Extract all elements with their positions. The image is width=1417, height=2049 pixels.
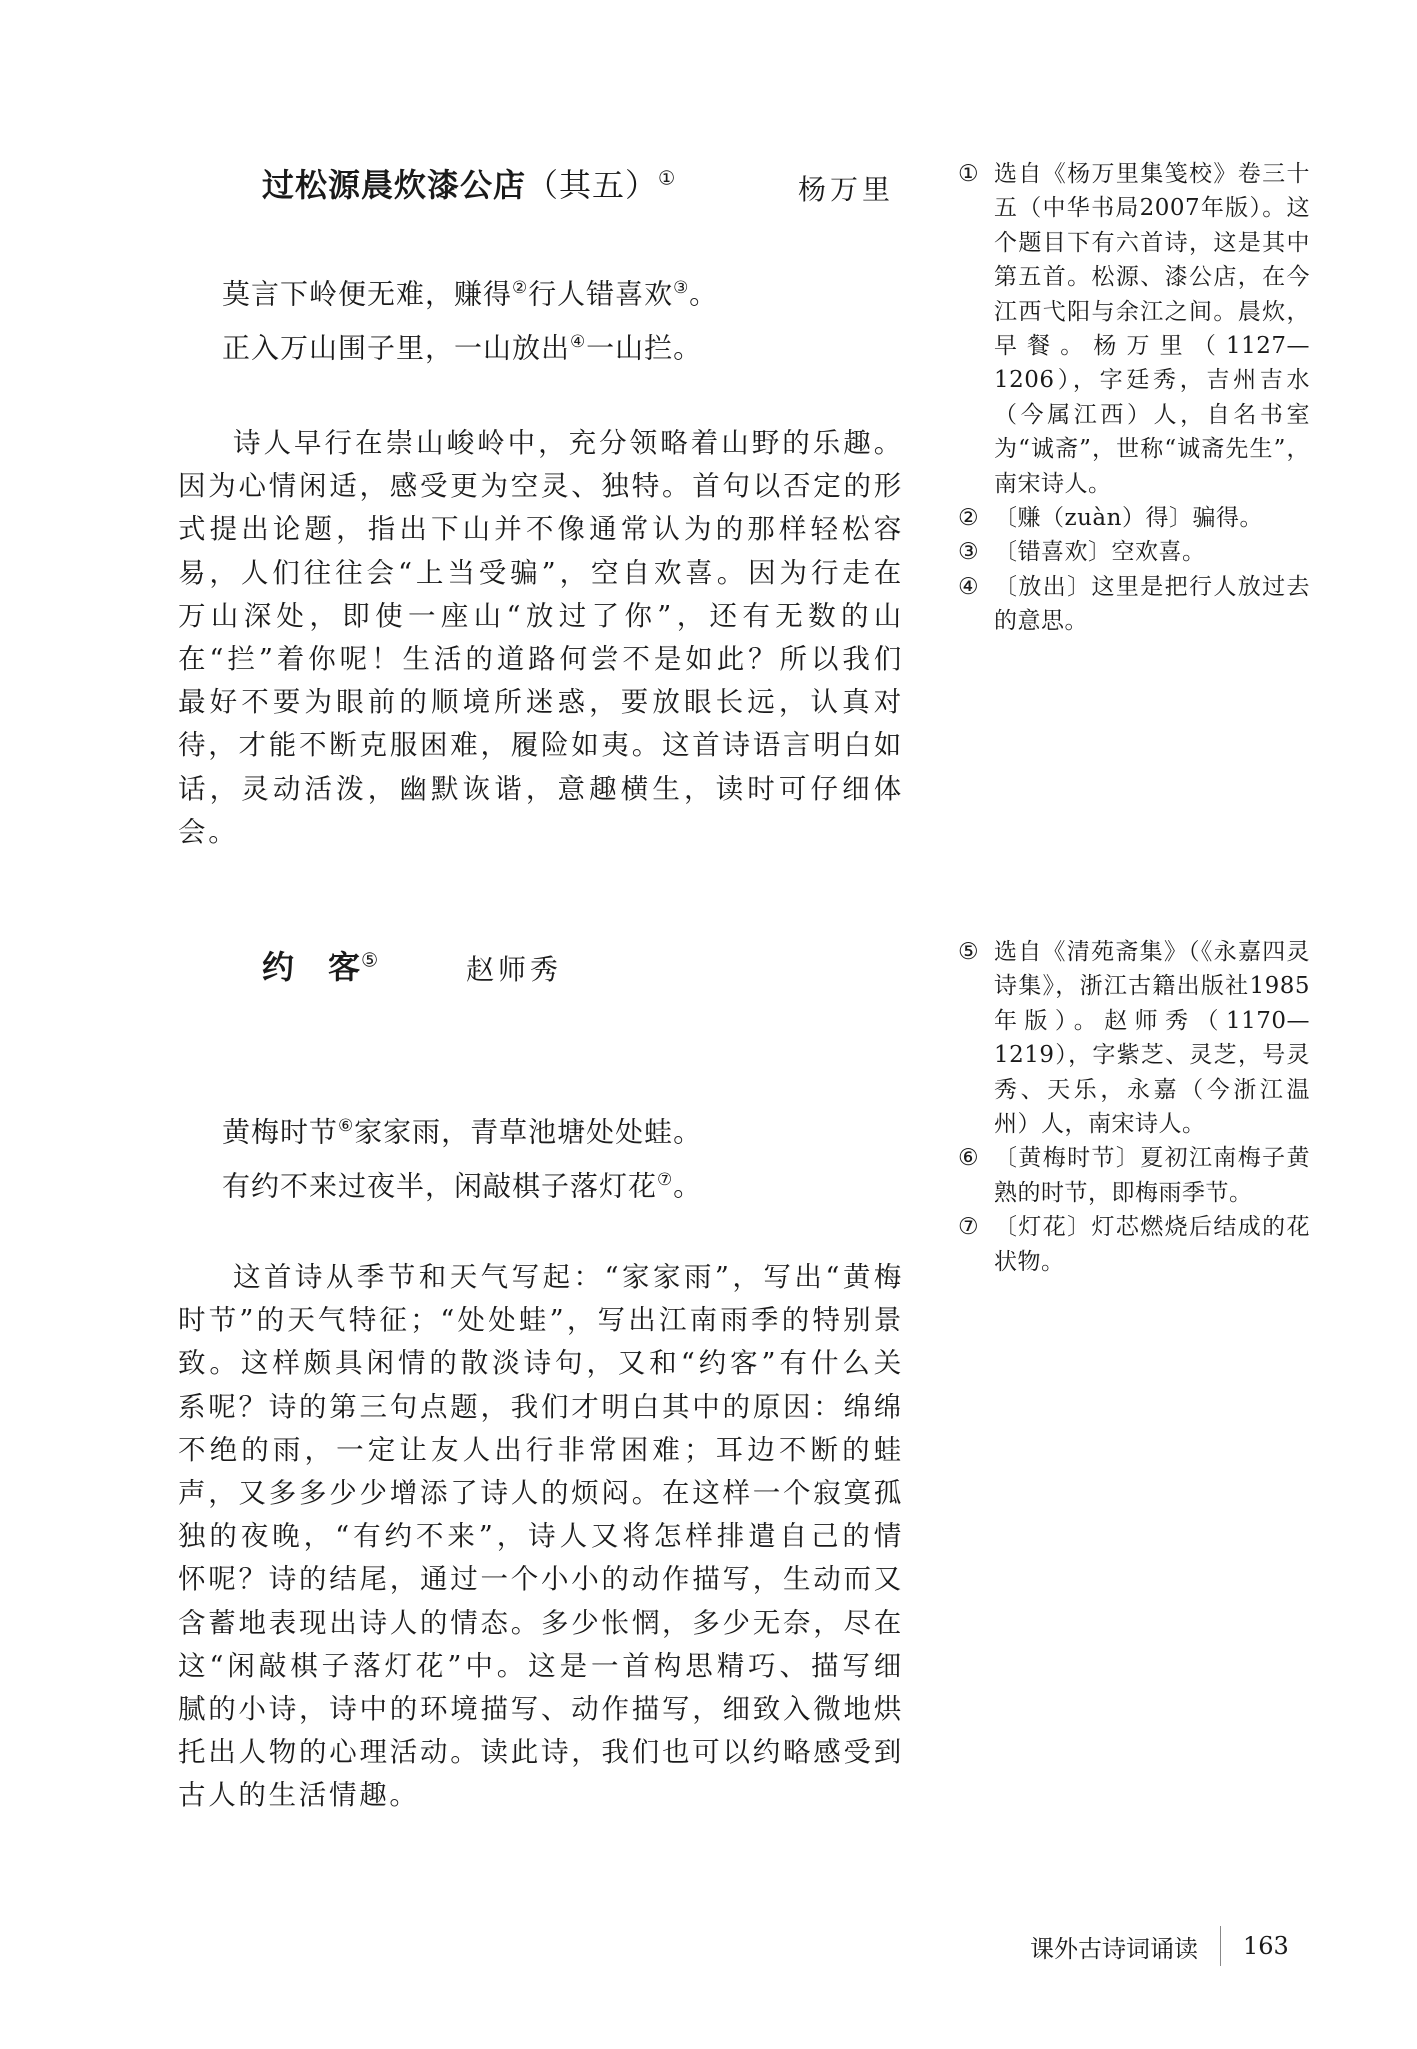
page-number: 163 — [1243, 1932, 1289, 1960]
poem1-verse — [222, 260, 718, 368]
footnote: ⑦ 〔灯花〕灯芯燃烧后结成的花状物。 — [958, 1214, 1310, 1275]
poem2-notes — [958, 935, 1310, 1279]
poem2-verse — [222, 1098, 702, 1206]
footnote: ① 选自《杨万里集笺校》卷三十五（中华书局2007年版）。这个题目下有六首诗，这是其中第五首。松源、漆公店，在今江西弋阳与余江之间。晨炊，早餐。杨万里（1127—1206），字廷秀，吉州吉水（今属江西）人，自名书室为“诚斋”，世称“诚斋先生”，南宋诗人。 — [958, 161, 1310, 497]
poem2-title-text: 约 客 — [262, 948, 362, 986]
poem1-title-text: 过松源晨炊漆公店 — [262, 166, 527, 204]
poem1-author: 杨万里 — [798, 173, 895, 206]
poem2-commentary-text: 这首诗从季节和天气写起：“家家雨”，写出“黄梅时节”的天气特征；“处处蛙”，写出江南雨季的特别景致。这样颇具闲情的散淡诗句，又和“约客”有什么关系呢？诗的第三句点题，我们才明白其中的原因：绵绵不绝的雨，一定让友人出行非常困难；耳边不断的蛙声，又多多少少增添了诗人的烦闷。在这样一个寂寞孤独的夜晚，“有约不来”，诗人又将怎样排遣自己的情怀呢？诗的结尾，通过一个小小的动作描写，生动而又含蓄地表现出诗人的情态。多少怅惘，多少无奈，尽在这“闲敲棋子落灯花”中。这是一首构思精巧、描写细腻的小诗，诗中的环境描写、动作描写，细致入微地烘托出人物的心理活动。读此诗，我们也可以约略感受到古人的生活情趣。 — [178, 1261, 904, 1812]
poem1-commentary — [178, 422, 904, 854]
poem2-title-note-mark: ⑤ — [361, 948, 380, 972]
poem2-line-1: 黄梅时节⑥家家雨，青草池塘处处蛙。 — [222, 1115, 703, 1149]
poem1-title-paren: （其五） — [526, 166, 659, 204]
poem1-notes — [958, 157, 1310, 639]
footnote: ⑥ 〔黄梅时节〕夏初江南梅子黄熟的时节，即梅雨季节。 — [958, 1145, 1310, 1206]
poem1-title — [262, 160, 676, 206]
footnote: ④ 〔放出〕这里是把行人放过去的意思。 — [958, 573, 1310, 635]
poem1-line-2: 正入万山围子里，一山放出④一山拦。 — [222, 331, 703, 365]
poem2-line-2: 有约不来过夜半，闲敲棋子落灯花⑦。 — [222, 1169, 703, 1203]
poem1-commentary-text: 诗人早行在崇山峻岭中，充分领略着山野的乐趣。因为心情闲适，感受更为空灵、独特。首句以否定的形式提出论题，指出下山并不像通常认为的那样轻松容易，人们往往会“上当受骗”，空自欢喜。因为行走在万山深处，即使一座山“放过了你”，还有无数的山在“拦”着你呢！生活的道路何尝不是如此？所以我们最好不要为眼前的顺境所迷惑，要放眼长远，认真对待，才能不断克服困难，履险如夷。这首诗语言明白如话，灵动活泼，幽默诙谐，意趣横生，读时可仔细体会。 — [178, 427, 904, 848]
note-mark: ④ — [570, 331, 587, 351]
page-footer — [1030, 1926, 1289, 1966]
book-section-title: 课外古诗词诵读 — [1030, 1934, 1198, 1963]
note-mark: ② — [512, 277, 529, 297]
footer-divider — [1220, 1926, 1221, 1966]
poem2-commentary — [178, 1256, 904, 1818]
footnote: ⑤ 选自《清苑斋集》（《永嘉四灵诗集》，浙江古籍出版社1985年版）。赵师秀（1170—1219），字紫芝、灵芝，号灵秀、天乐，永嘉（今浙江温州）人，南宋诗人。 — [958, 939, 1310, 1138]
note-mark: ⑥ — [338, 1115, 355, 1135]
footnote: ③ 〔错喜欢〕空欢喜。 — [958, 539, 1206, 566]
poem2-author: 赵师秀 — [466, 953, 563, 986]
footnote: ② 〔赚（zuàn）得〕骗得。 — [958, 505, 1263, 532]
note-mark: ③ — [673, 277, 690, 297]
poem2-title — [262, 942, 379, 988]
note-mark: ⑦ — [657, 1169, 674, 1189]
poem1-line-1: 莫言下岭便无难，赚得②行人错喜欢③。 — [222, 277, 719, 311]
poem1-title-note-mark: ① — [658, 166, 677, 190]
